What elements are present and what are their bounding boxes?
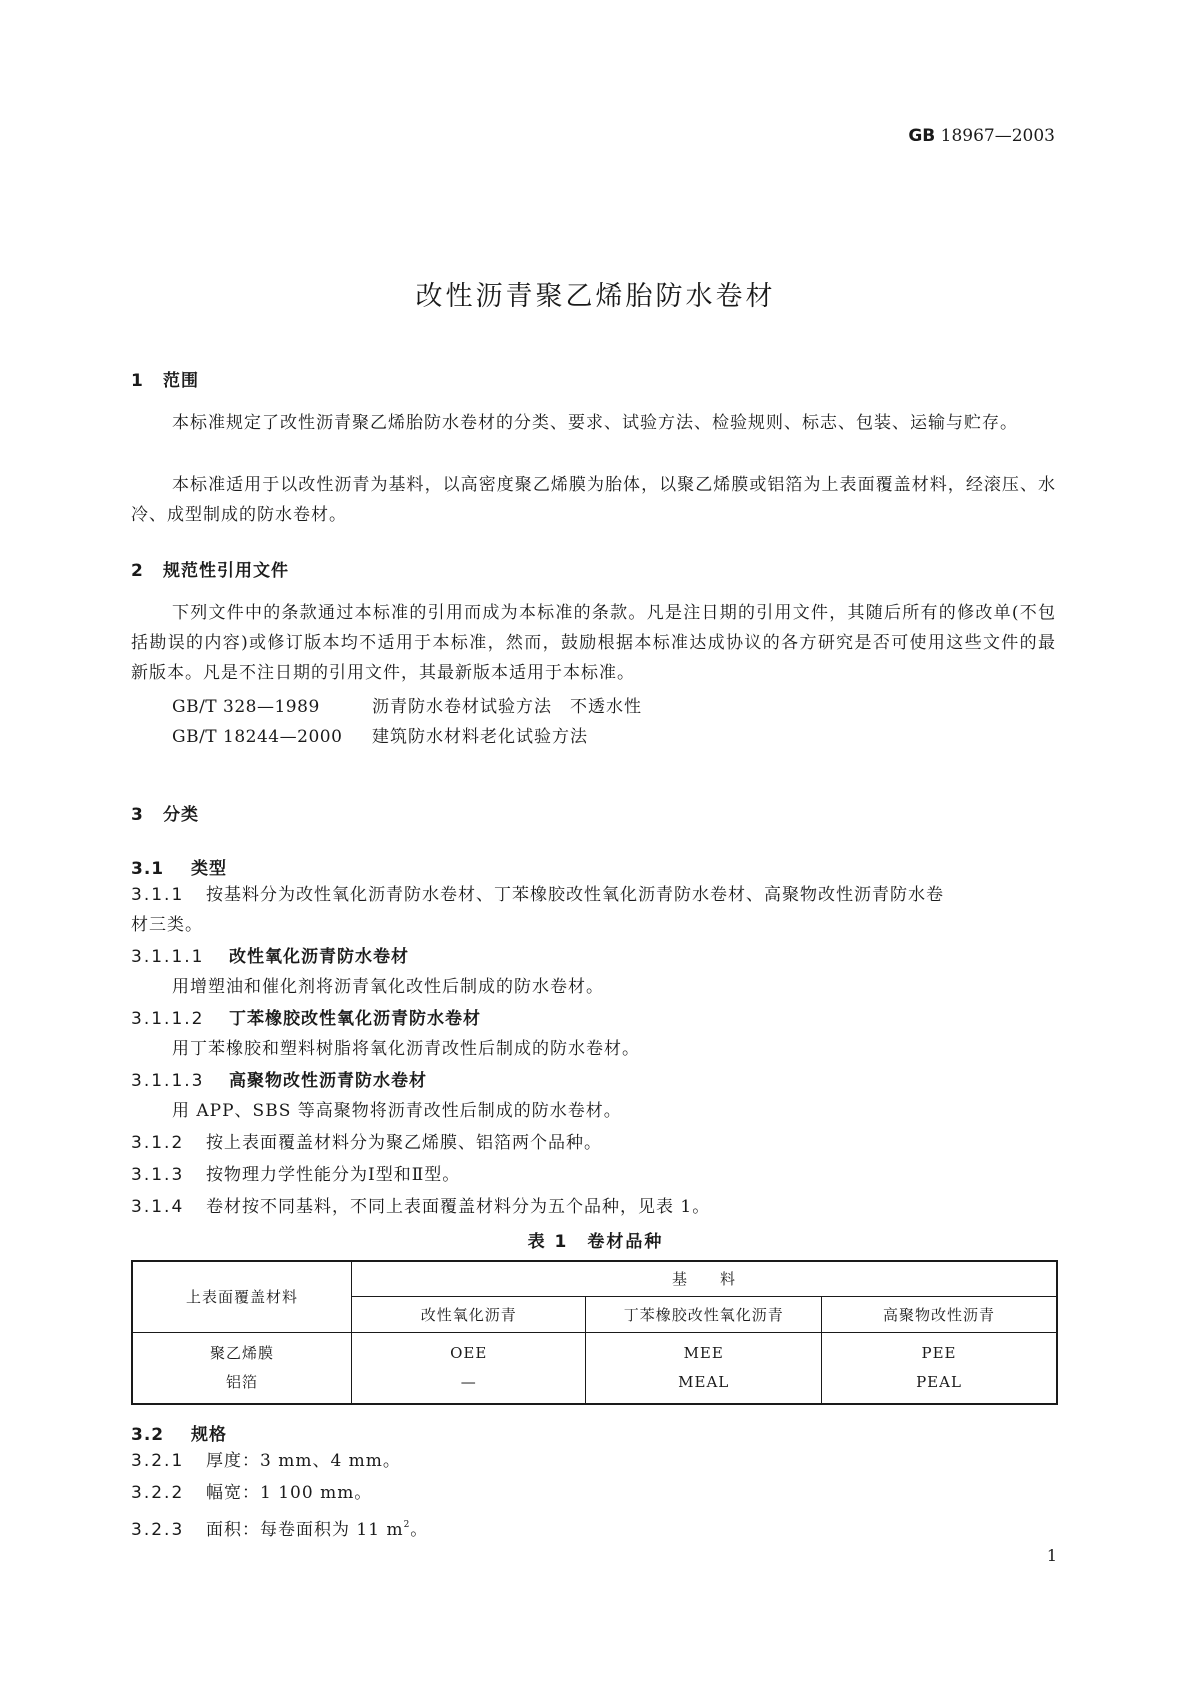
cell-value: — [460, 1372, 477, 1391]
table-row [132, 1332, 1057, 1404]
clause-3-1-1-2-heading [131, 1004, 481, 1034]
clause-text: 厚度：3 mm、4 mm。 [206, 1451, 401, 1471]
clause-3-2-2 [131, 1478, 372, 1508]
clause-text: 卷材按不同基料，不同上表面覆盖材料分为五个品种，见表 1。 [206, 1197, 711, 1217]
row-label: 聚乙烯膜 [209, 1343, 274, 1362]
clause-text: 按基料分为改性氧化沥青防水卷材、丁苯橡胶改性氧化沥青防水卷材、高聚物改性沥青防水卷 [206, 885, 944, 905]
table-1 [131, 1260, 1058, 1405]
page-number: 1 [1046, 1546, 1057, 1565]
clause-text: 幅宽：1 100 mm。 [206, 1483, 373, 1503]
clause-text-main: 面积：每卷面积为 11 m [206, 1520, 404, 1540]
clause-3-2-heading [131, 1420, 227, 1445]
cell-value: PEE [921, 1343, 957, 1362]
clause-title: 类型 [191, 859, 227, 879]
cell-value: MEAL [678, 1372, 730, 1391]
reference-title: 沥青防水卷材试验方法 不透水性 [372, 697, 642, 717]
clause-3-1-1-1-text: 用增塑油和催化剂将沥青氧化改性后制成的防水卷材。 [172, 977, 604, 997]
clause-title: 改性氧化沥青防水卷材 [229, 947, 409, 967]
section-2-heading [131, 556, 289, 581]
column-header: 改性氧化沥青 [351, 1296, 585, 1332]
clause-title: 规格 [191, 1425, 227, 1445]
column-header: 丁苯橡胶改性氧化沥青 [586, 1296, 822, 1332]
standard-prefix: GB [908, 126, 936, 146]
reference-item [172, 692, 642, 722]
clause-number: 3.1.1.1 [131, 947, 205, 967]
reference-code: GB/T 18244—2000 [172, 727, 343, 747]
table-cell [586, 1332, 822, 1404]
section-number: 2 [131, 561, 144, 581]
clause-number: 3.2 [131, 1425, 165, 1445]
standard-number: 18967—2003 [940, 126, 1055, 146]
clause-number: 3.1.1 [131, 885, 185, 905]
clause-number: 3.2.2 [131, 1483, 185, 1503]
reference-title: 建筑防水材料老化试验方法 [372, 727, 588, 747]
clause-3-2-1 [131, 1446, 401, 1476]
reference-code: GB/T 328—1989 [172, 697, 320, 717]
superscript: 2 [403, 1520, 411, 1530]
section-3-heading [131, 800, 199, 825]
header-cell-base-material: 基 料 [351, 1261, 1057, 1296]
clause-number: 3.1.2 [131, 1133, 185, 1153]
section-title: 规范性引用文件 [163, 561, 289, 581]
cell-value: OEE [450, 1343, 488, 1362]
clause-text: 按物理力学性能分为Ⅰ型和Ⅱ型。 [206, 1165, 461, 1185]
clause-number: 3.1.1.3 [131, 1071, 205, 1091]
standard-code [908, 126, 1055, 146]
clause-number: 3.1.4 [131, 1197, 185, 1217]
clause-3-1-1-continuation: 材三类。 [131, 915, 203, 935]
column-header: 高聚物改性沥青 [821, 1296, 1057, 1332]
section-title: 范围 [163, 371, 199, 391]
clause-3-1-1 [131, 880, 944, 910]
clause-3-1-1-3-heading [131, 1066, 427, 1096]
section-number: 1 [131, 371, 144, 391]
clause-title: 丁苯橡胶改性氧化沥青防水卷材 [229, 1009, 481, 1029]
clause-3-1-4 [131, 1192, 710, 1222]
cell-value: MEE [683, 1343, 724, 1362]
clause-text [206, 1520, 428, 1540]
clause-number: 3.1.1.2 [131, 1009, 205, 1029]
clause-number: 3.2.3 [131, 1520, 185, 1540]
clause-title: 高聚物改性沥青防水卷材 [229, 1071, 427, 1091]
clause-3-1-1-3-text: 用 APP、SBS 等高聚物将沥青改性后制成的防水卷材。 [172, 1101, 622, 1121]
clause-number: 3.1 [131, 859, 165, 879]
row-label-cell [132, 1332, 351, 1404]
clause-text-end: 。 [410, 1520, 429, 1540]
clause-number: 3.2.1 [131, 1451, 185, 1471]
section-2-paragraph: 下列文件中的条款通过本标准的引用而成为本标准的条款。凡是注日期的引用文件，其随后所有的修改单(不包括勘误的内容)或修订版本均不适用于本标准，然而，鼓励根据本标准达成协议的各方研究是否可使用这些文件的最新版本。凡是不注日期的引用文件，其最新版本适用于本标准。 [131, 603, 1056, 683]
clause-3-1-3 [131, 1160, 460, 1190]
clause-number: 3.1.3 [131, 1165, 185, 1185]
section-1-paragraph-2: 本标准适用于以改性沥青为基料，以高密度聚乙烯膜为胎体，以聚乙烯膜或铝箔为上表面覆盖材料，经滚压、水冷、成型制成的防水卷材。 [131, 475, 1056, 525]
clause-3-1-2 [131, 1128, 602, 1158]
header-cell-cover-material: 上表面覆盖材料 [132, 1261, 351, 1332]
table-cell [351, 1332, 585, 1404]
section-title: 分类 [163, 805, 199, 825]
clause-3-1-1-1-heading [131, 942, 409, 972]
clause-3-2-3 [131, 1510, 428, 1545]
clause-3-1-heading [131, 854, 227, 879]
table-cell [821, 1332, 1057, 1404]
row-label: 铝箔 [225, 1372, 258, 1391]
clause-text: 按上表面覆盖材料分为聚乙烯膜、铝箔两个品种。 [206, 1133, 602, 1153]
document-title: 改性沥青聚乙烯胎防水卷材 [415, 281, 776, 312]
cell-value: PEAL [916, 1372, 962, 1391]
section-1-paragraph-1: 本标准规定了改性沥青聚乙烯胎防水卷材的分类、要求、试验方法、检验规则、标志、包装、运输与贮存。 [172, 413, 1018, 433]
reference-item [172, 722, 588, 752]
table-caption: 表 1 卷材品种 [527, 1232, 664, 1252]
section-number: 3 [131, 805, 144, 825]
section-1-heading [131, 366, 199, 391]
clause-3-1-1-2-text: 用丁苯橡胶和塑料树脂将氧化沥青改性后制成的防水卷材。 [172, 1039, 640, 1059]
